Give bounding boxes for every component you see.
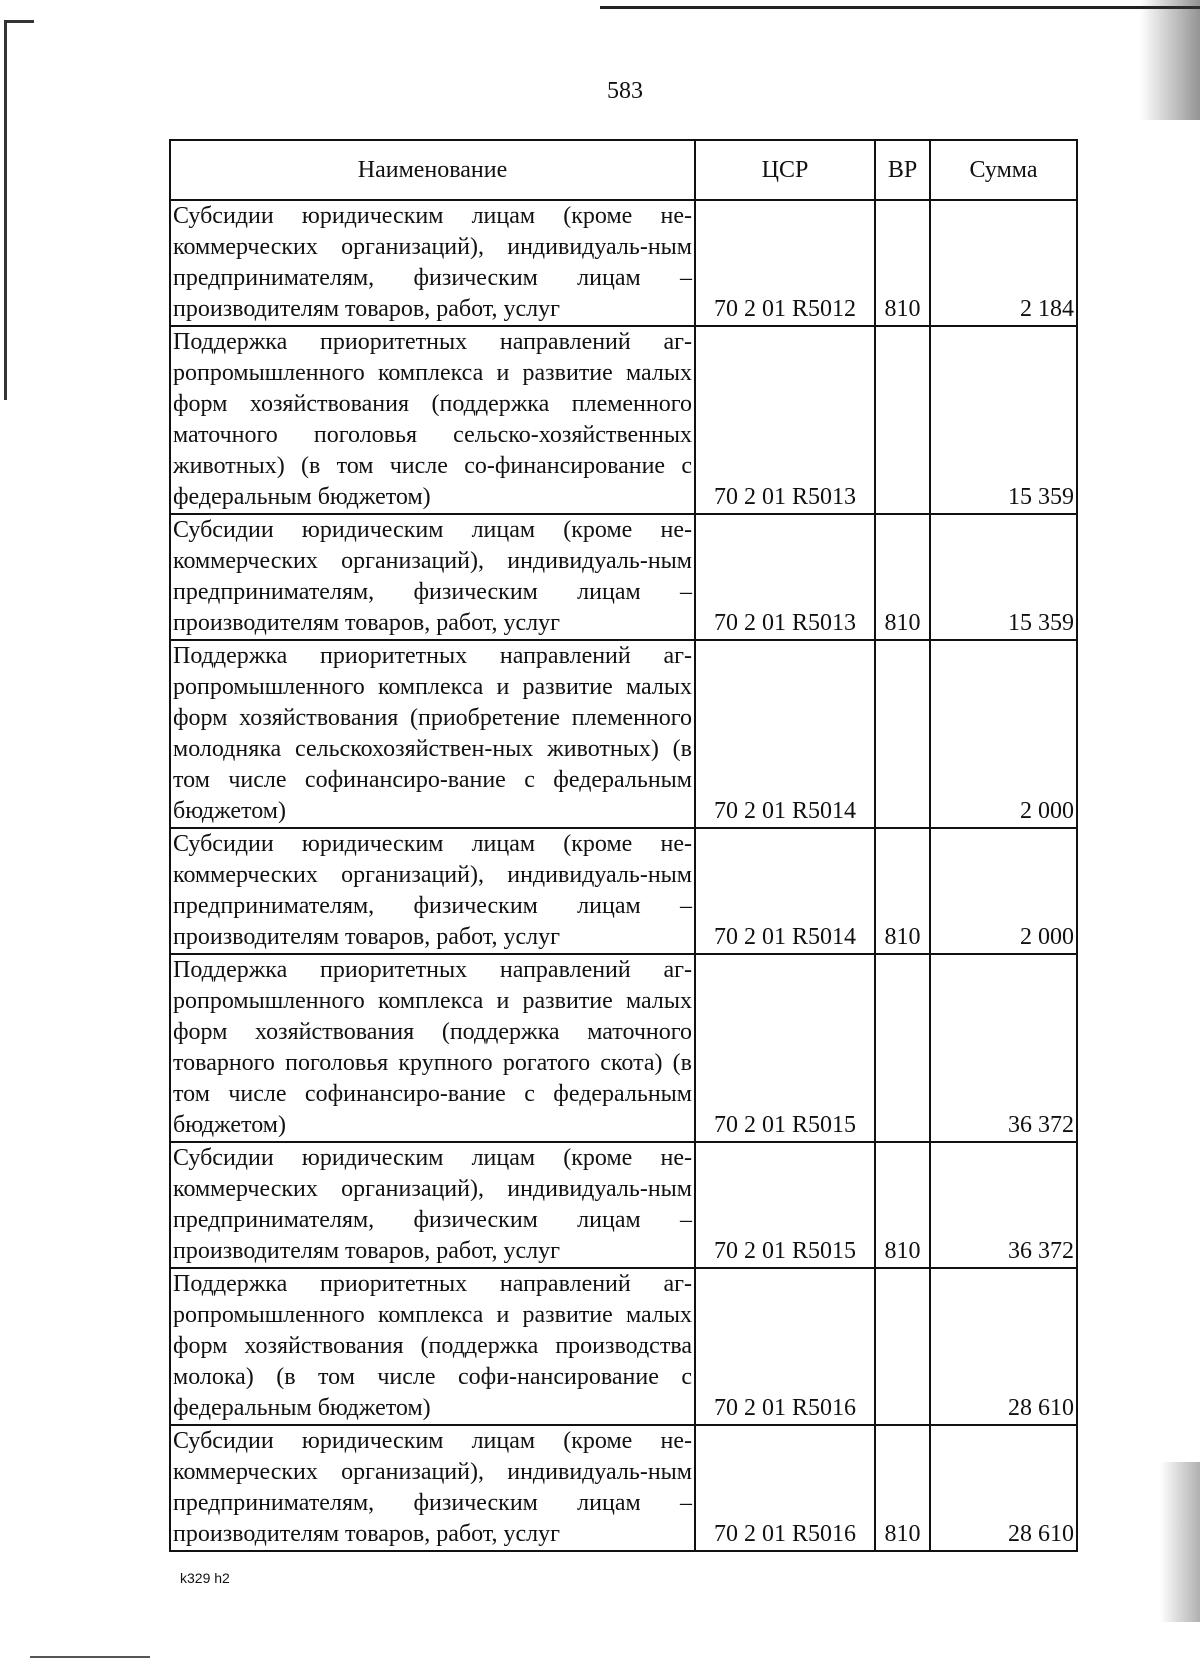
scan-edge-bottom xyxy=(30,1656,150,1658)
table-row xyxy=(170,640,1077,828)
cell-csr: 70 2 01 R5015 xyxy=(695,1142,875,1268)
cell-name: Субсидии юридическим лицам (кроме не-коммерческих организаций), индивидуаль-ным предпринимателям, физическим лицам – производителям товаров, работ, услуг xyxy=(170,1425,695,1551)
cell-name: Поддержка приоритетных направлений аг-ропромышленного комплекса и развитие малых форм хозяйствования (приобретение племенного молодняка сельскохозяйствен-ных животных) (в том числе софинансиро-вание с федеральным бюджетом) xyxy=(170,640,695,828)
cell-sum: 2 000 xyxy=(930,640,1077,828)
cell-name: Субсидии юридическим лицам (кроме не-коммерческих организаций), индивидуаль-ным предпринимателям, физическим лицам – производителям товаров, работ, услуг xyxy=(170,200,695,326)
page-number: 583 xyxy=(607,78,643,104)
table-row xyxy=(170,1142,1077,1268)
cell-vr: 810 xyxy=(875,200,930,326)
cell-vr xyxy=(875,326,930,514)
table-row xyxy=(170,828,1077,954)
cell-sum: 28 610 xyxy=(930,1268,1077,1425)
cell-vr: 810 xyxy=(875,1142,930,1268)
cell-sum: 36 372 xyxy=(930,1142,1077,1268)
table-row xyxy=(170,1425,1077,1551)
cell-csr: 70 2 01 R5013 xyxy=(695,326,875,514)
cell-name: Субсидии юридическим лицам (кроме не-коммерческих организаций), индивидуаль-ным предпринимателям, физическим лицам – производителям товаров, работ, услуг xyxy=(170,514,695,640)
table-row xyxy=(170,200,1077,326)
table-row xyxy=(170,1268,1077,1425)
header-vr: ВР xyxy=(875,140,930,200)
cell-name: Субсидии юридическим лицам (кроме не-коммерческих организаций), индивидуаль-ным предпринимателям, физическим лицам – производителям товаров, работ, услуг xyxy=(170,1142,695,1268)
scan-shadow-right-bottom xyxy=(1160,1462,1200,1622)
cell-csr: 70 2 01 R5013 xyxy=(695,514,875,640)
cell-csr: 70 2 01 R5015 xyxy=(695,954,875,1142)
cell-vr: 810 xyxy=(875,1425,930,1551)
table-header-row xyxy=(170,140,1077,200)
cell-vr: 810 xyxy=(875,514,930,640)
cell-sum: 15 359 xyxy=(930,514,1077,640)
budget-table xyxy=(169,139,1078,1552)
header-name: Наименование xyxy=(170,140,695,200)
cell-name: Поддержка приоритетных направлений аг-ропромышленного комплекса и развитие малых форм хозяйствования (поддержка маточного товарного поголовья крупного рогатого скота) (в том числе софинансиро-вание с федеральным бюджетом) xyxy=(170,954,695,1142)
table-row xyxy=(170,954,1077,1142)
cell-csr: 70 2 01 R5014 xyxy=(695,640,875,828)
scan-edge-top xyxy=(600,6,1200,9)
cell-sum: 2 184 xyxy=(930,200,1077,326)
cell-csr: 70 2 01 R5016 xyxy=(695,1425,875,1551)
cell-vr xyxy=(875,1268,930,1425)
footer-code: k329 h2 xyxy=(180,1570,230,1586)
cell-sum: 28 610 xyxy=(930,1425,1077,1551)
cell-csr: 70 2 01 R5014 xyxy=(695,828,875,954)
header-sum: Сумма xyxy=(930,140,1077,200)
cell-name: Субсидии юридическим лицам (кроме не-коммерческих организаций), индивидуаль-ным предпринимателям, физическим лицам – производителям товаров, работ, услуг xyxy=(170,828,695,954)
cell-name: Поддержка приоритетных направлений аг-ропромышленного комплекса и развитие малых форм хозяйствования (поддержка производства молока) (в том числе софи-нансирование с федеральным бюджетом) xyxy=(170,1268,695,1425)
cell-sum: 36 372 xyxy=(930,954,1077,1142)
cell-csr: 70 2 01 R5016 xyxy=(695,1268,875,1425)
cell-name: Поддержка приоритетных направлений аг-ропромышленного комплекса и развитие малых форм хозяйствования (поддержка племенного маточного поголовья сельско-хозяйственных животных) (в том числе со-финансирование с федеральным бюджетом) xyxy=(170,326,695,514)
scan-edge-left xyxy=(4,20,7,400)
cell-vr: 810 xyxy=(875,828,930,954)
scan-edge-left-corner xyxy=(4,20,34,23)
header-csr: ЦСР xyxy=(695,140,875,200)
table-row xyxy=(170,514,1077,640)
cell-sum: 15 359 xyxy=(930,326,1077,514)
cell-vr xyxy=(875,954,930,1142)
table-row xyxy=(170,326,1077,514)
cell-vr xyxy=(875,640,930,828)
cell-sum: 2 000 xyxy=(930,828,1077,954)
cell-csr: 70 2 01 R5012 xyxy=(695,200,875,326)
